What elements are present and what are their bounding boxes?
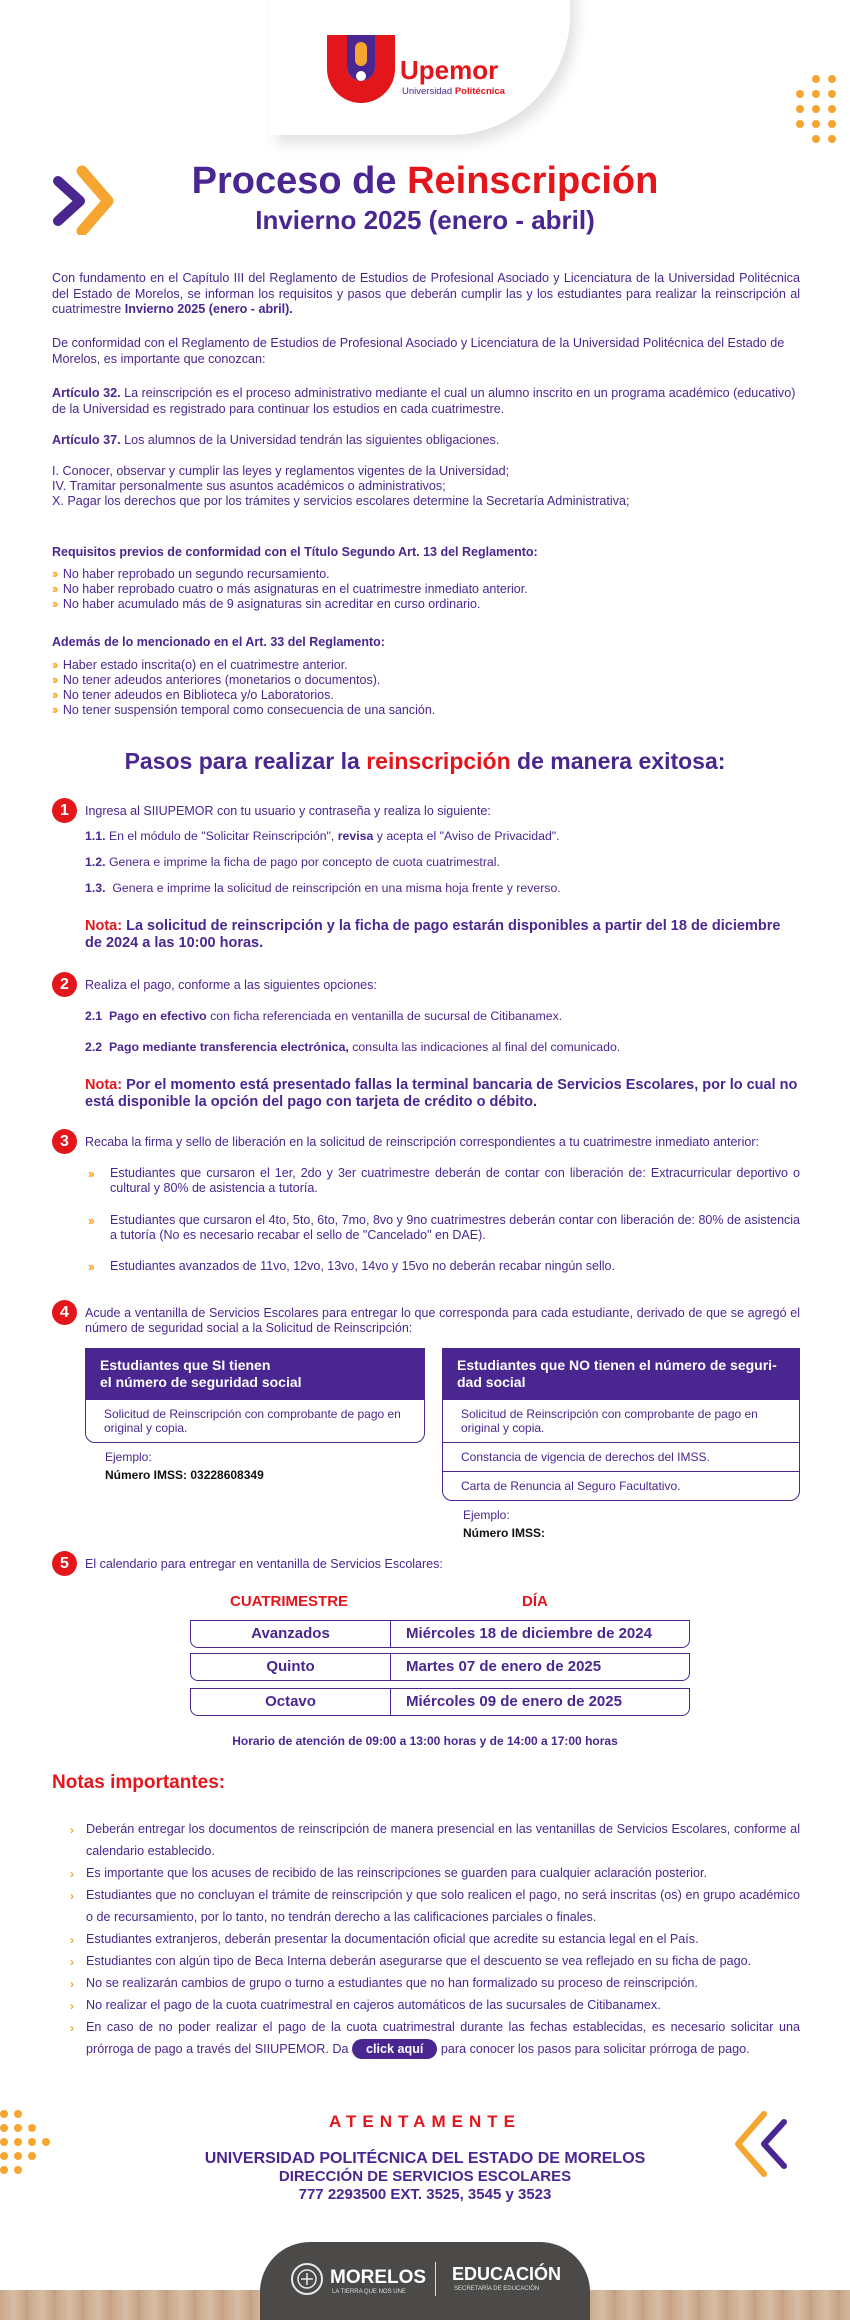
step-number: 2: [52, 972, 77, 997]
step-number: 1: [52, 798, 77, 823]
footer-educacion-sub: SECRETARÍA DE EDUCACIÓN: [454, 2286, 540, 2292]
page-subtitle: Invierno 2025 (enero - abril): [255, 205, 595, 235]
requirements-title: Requisitos previos de conformidad con el Título Segundo Art. 13 del Reglamento:: [52, 545, 538, 559]
footer-morelos: MORELOS: [330, 2267, 427, 2288]
note-item: Es importante que los acuses de recibido de las reinscripciones se guarden para cualquier aclaración posterior.: [86, 1866, 707, 1880]
chevron-icon: ››: [52, 567, 57, 581]
obligation-item: I. Conocer, observar y cumplir las leyes y reglamentos vigentes de la Universidad;: [52, 464, 510, 478]
intro-paragraph: Con fundamento en el Capítulo III del Reglamento de Estudios de Profesional Asociado y Licenciatura de la Universidad Politécnica del Estado de Morelos, se informan los requisitos y pasos que deberán cumplir las y los estudiantes para realizar la reinscripción al cuatrimestre Invierno 2025 (enero - abril).: [52, 271, 800, 316]
chevron-icon: ››: [52, 597, 57, 611]
footer-educacion: EDUCACIÓN: [452, 2264, 562, 2284]
step-text: Realiza el pago, conforme a las siguientes opciones:: [85, 978, 377, 992]
chevron-icon: ›: [70, 1867, 74, 1881]
steps-title: Pasos para realizar la reinscripción de manera exitosa:: [124, 748, 726, 774]
chevron-icon: ›: [70, 1999, 74, 2013]
footer-morelos-sub: LA TIERRA QUE NOS UNE: [332, 2289, 406, 2295]
note-item: Estudiantes con algún tipo de Beca Interna deberán asegurarse que el descuento se vea reflejado en su ficha de pago.: [86, 1954, 752, 1968]
step-text: El calendario para entregar en ventanilla de Servicios Escolares:: [85, 1557, 443, 1571]
step-number: 4: [52, 1300, 77, 1325]
footer-divider: [435, 2262, 436, 2296]
dots-decoration: [790, 75, 850, 145]
requirement-item: ›› No tener adeudos en Biblioteca y/o Laboratorios.: [52, 688, 334, 702]
chevron-icon: ›: [70, 1823, 74, 1837]
chevron-icon: ›: [70, 1955, 74, 1969]
chevron-icon: ›: [70, 1889, 74, 1903]
box-row: Constancia de vigencia de derechos del IMSS.: [443, 1442, 799, 1471]
chevron-icon: ››: [52, 582, 57, 596]
seal-item: Estudiantes que cursaron el 4to, 5to, 6to, 7mo, 8vo y 9no cuatrimestres deberán contar con liberación de: 80% de asistencia a tutoría (No es necesario recabar el sello de "Cancelado" en DAE).: [110, 1213, 800, 1242]
step-number: 3: [52, 1129, 77, 1154]
note-item: Estudiantes que no concluyan el trámite de reinscripción y que solo realicen el pago, no será inscritas (os) en grupo académico o de recursamiento, por lo tanto, no tendrán derecho a las calificaciones parciales o finales.: [86, 1888, 800, 1924]
box-without-nss: [442, 1348, 800, 1501]
requirement-item: ›› No haber acumulado más de 9 asignaturas sin acreditar en curso ordinario.: [52, 597, 481, 611]
obligation-item: X. Pagar los derechos que por los trámites y servicios escolares determine la Secretaría Administrativa;: [52, 494, 630, 508]
note-item: Deberán entregar los documentos de reinscripción de manera presencial en las ventanillas de Servicios Escolares, conforme al calendario establecido.: [86, 1822, 800, 1858]
note: Nota: La solicitud de reinscripción y la ficha de pago estarán disponibles a partir del 18 de diciembre de 2024 a las 10:00 horas.: [85, 918, 781, 951]
requirement-item: ›› No haber reprobado cuatro o más asignaturas en el cuatrimestre inmediato anterior.: [52, 582, 528, 596]
calendar-row: Quinto Martes 07 de enero de 2025: [190, 1653, 690, 1681]
chevron-icon: ›: [70, 1933, 74, 1947]
note-item: No realizar el pago de la cuota cuatrimestral en cajeros automáticos de las sucursales de Citibanamex.: [86, 1998, 661, 2012]
step-number: 5: [52, 1551, 77, 1576]
box-row: Solicitud de Reinscripción con comprobante de pago en original y copia.: [443, 1399, 799, 1442]
step-text: Recaba la firma y sello de liberación en la solicitud de reinscripción correspondientes a tu cuatrimestre inmediato anterior:: [85, 1135, 759, 1149]
chevron-icon: ››: [52, 673, 57, 687]
closing: ATENTAMENTE: [329, 2112, 521, 2131]
note-item: Estudiantes extranjeros, deberán presentar la documentación oficial que acredite su estancia legal en el País.: [86, 1932, 699, 1946]
chevron-icon: ››: [52, 658, 57, 672]
step-text: Acude a ventanilla de Servicios Escolares para entregar lo que corresponda para cada estudiante, derivado de que se agregó el número de seguridad social a la Solicitud de Reinscripción:: [85, 1306, 800, 1335]
chevron-icon: ››: [88, 1213, 93, 1228]
requirement-item: ›› Haber estado inscrita(o) en el cuatrimestre anterior.: [52, 658, 348, 672]
box-header: Estudiantes que SI tienen el número de seguridad social: [86, 1349, 424, 1399]
example-no-nss: Ejemplo: Número IMSS:: [463, 1508, 546, 1540]
calendar-col-header: CUATRIMESTRE: [230, 1593, 349, 1610]
example-nss: Ejemplo: Número IMSS: 03228608349: [105, 1450, 264, 1482]
click-here-button[interactable]: click aquí: [352, 2039, 437, 2059]
substep: 2.2 Pago mediante transferencia electrónica, consulta las indicaciones al final del comunicado.: [85, 1040, 621, 1054]
page-title: Proceso de Reinscripción: [191, 160, 659, 202]
calendar-col-header: DÍA: [522, 1593, 548, 1610]
note-item: No se realizarán cambios de grupo o turno a estudiantes que no han formalizado su proceso de reinscripción.: [86, 1976, 698, 1990]
office-hours: Horario de atención de 09:00 a 13:00 horas y de 14:00 a 17:00 horas: [232, 1734, 618, 1748]
substep: 1.3. Genera e imprime la solicitud de reinscripción en una misma hoja frente y reverso.: [85, 881, 561, 895]
requirement-item: ›› No haber reprobado un segundo recursamiento.: [52, 567, 330, 581]
note-item: En caso de no poder realizar el pago de la cuota cuatrimestral durante las fechas establecidas, es necesario solicitar una prórroga de pago a través del SIIUPEMOR. Da click aquí para conocer los pasos para solicitar prórroga de pago.: [86, 2016, 800, 2060]
seal-item: Estudiantes avanzados de 11vo, 12vo, 13vo, 14vo y 15vo no deberán recabar ningún sello.: [110, 1259, 615, 1273]
requirement-item: ›› No tener adeudos anteriores (monetarios o documentos).: [52, 673, 381, 687]
chevron-icon: ››: [88, 1259, 93, 1274]
substep: 1.2. Genera e imprime la ficha de pago por concepto de cuota cuatrimestral.: [85, 855, 500, 869]
signature-line: 777 2293500 EXT. 3525, 3545 y 3523: [298, 2186, 552, 2203]
substep: 2.1 Pago en efectivo con ficha referenciada en ventanilla de sucursal de Citibanamex.: [85, 1009, 563, 1023]
chevron-icon: ››: [88, 1166, 93, 1181]
calendar-row: Octavo Miércoles 09 de enero de 2025: [190, 1688, 690, 1716]
calendar-row: Avanzados Miércoles 18 de diciembre de 2024: [190, 1620, 690, 1648]
signature-line: UNIVERSIDAD POLITÉCNICA DEL ESTADO DE MORELOS: [204, 2150, 646, 2167]
box-header: Estudiantes que NO tienen el número de seguri- dad social: [443, 1349, 799, 1399]
chevron-icon: ››: [52, 703, 57, 717]
article-37: Artículo 37. Los alumnos de la Universidad tendrán las siguientes obligaciones.: [52, 433, 500, 447]
chevron-icon: ›: [70, 1977, 74, 1991]
box-row: Carta de Renuncia al Seguro Facultativo.: [443, 1471, 799, 1500]
requirement-item: ›› No tener suspensión temporal como consecuencia de una sanción.: [52, 703, 436, 717]
obligation-item: IV. Tramitar personalmente sus asuntos académicos o administrativos;: [52, 479, 446, 493]
box-row: Solicitud de Reinscripción con comprobante de pago en original y copia.: [86, 1399, 424, 1442]
notes-title: Notas importantes:: [52, 1772, 226, 1793]
note: Nota: Por el momento está presentado fallas la terminal bancaria de Servicios Escolares, por lo cual no está disponible la opción del pago con tarjeta de crédito o débito.: [85, 1077, 798, 1110]
intro-paragraph-2: De conformidad con el Reglamento de Estudios de Profesional Asociado y Licenciatura de la Universidad Politécnica del Estado de Morelos, es importante que conozcan:: [52, 336, 785, 366]
state-seal-icon: [290, 2262, 324, 2296]
brand-subtitle: Universidad Politécnica: [402, 86, 505, 97]
brand-name: Upemor: [400, 55, 499, 85]
chevron-icon: ›: [70, 2021, 74, 2035]
signature-line: DIRECCIÓN DE SERVICIOS ESCOLARES: [278, 2168, 572, 2185]
article-32: Artículo 32. La reinscripción es el proceso administrativo mediante el cual un alumno inscrito en un programa académico (educativo) de la Universidad es registrado para continuar los estudios en cada cuatrimestre.: [52, 386, 796, 416]
chevron-icon: ››: [52, 688, 57, 702]
box-with-nss: [85, 1348, 425, 1443]
requirements-title-2: Además de lo mencionado en el Art. 33 del Reglamento:: [52, 635, 385, 649]
seal-item: Estudiantes que cursaron el 1er, 2do y 3er cuatrimestre deberán de contar con liberación de: Extracurricular deportivo o cultural y 80% de asistencia a tutoría.: [110, 1166, 800, 1195]
step-text: Ingresa al SIIUPEMOR con tu usuario y contraseña y realiza lo siguiente:: [85, 804, 491, 818]
substep: 1.1. En el módulo de "Solicitar Reinscripción", revisa y acepta el "Aviso de Privacidad".: [85, 829, 560, 843]
